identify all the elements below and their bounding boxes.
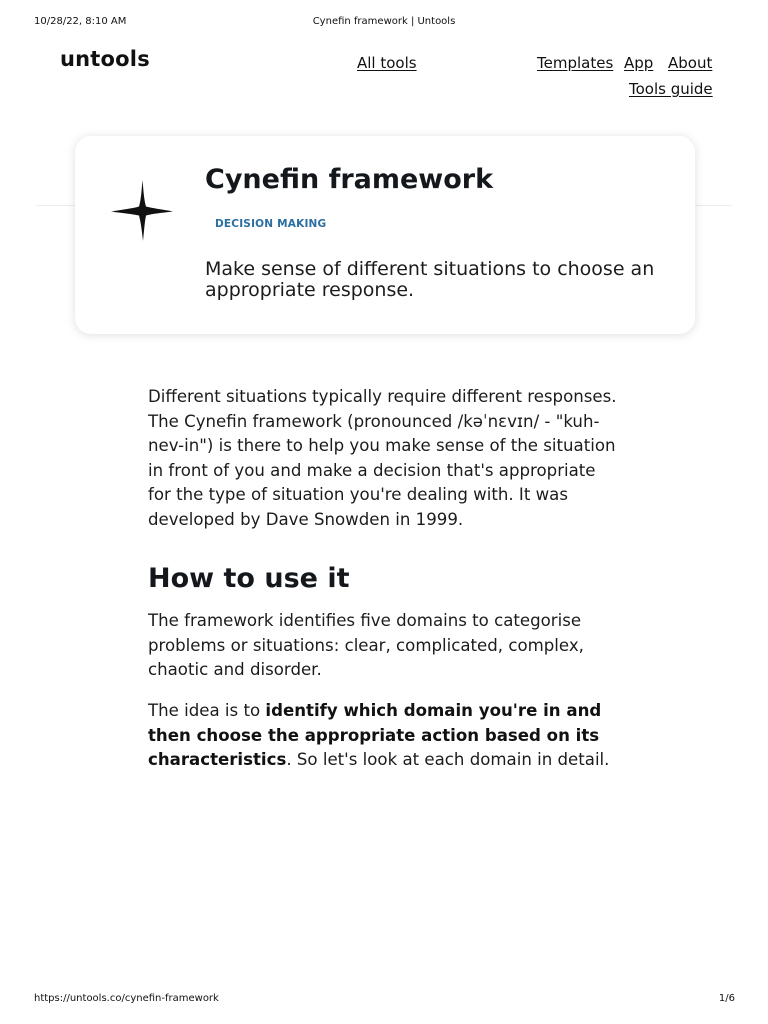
- nav-about[interactable]: About: [668, 54, 713, 72]
- idea-suffix: . So let's look at each domain in detail.: [286, 750, 610, 769]
- print-header: [0, 16, 768, 30]
- nav-all-tools[interactable]: All tools: [357, 54, 417, 72]
- idea-paragraph: [148, 699, 623, 773]
- nav-templates[interactable]: Templates: [537, 54, 614, 72]
- print-page-number: 1/6: [718, 993, 735, 1004]
- cynefin-cross-icon: [107, 176, 177, 246]
- idea-prefix: The idea is to: [148, 701, 266, 720]
- tool-header-card: [75, 136, 695, 334]
- print-datetime: 10/28/22, 8:10 AM: [34, 16, 127, 27]
- print-url: https://untools.co/cynefin-framework: [34, 993, 219, 1004]
- category-tag[interactable]: DECISION MAKING: [215, 218, 327, 230]
- section-heading-how-to-use: How to use it: [148, 563, 350, 594]
- domains-paragraph: The framework identifies five domains to categorise problems or situations: clear, complicated, complex, chaotic and disorder.: [148, 611, 584, 679]
- idea-emphasis: identify which domain you're in and then choose the appropriate action based on its characteristics: [148, 701, 602, 769]
- tool-description: Make sense of different situations to choose an appropriate response.: [205, 258, 655, 301]
- site-logo[interactable]: untools: [60, 47, 150, 71]
- intro-paragraph: Different situations typically require different responses. The Cynefin framework (pronounced /kəˈnɛvɪn/ - "kuh-nev-in") is there to help you make sense of the situation in front of you and make a decision that's appropriate for the type of situation you're dealing with. It was developed by Dave Snowden in 1999.: [148, 387, 617, 529]
- nav-tools-guide[interactable]: Tools guide: [629, 80, 713, 98]
- nav-app[interactable]: App: [624, 54, 654, 72]
- page-title: Cynefin framework: [205, 164, 494, 195]
- print-page-title: Cynefin framework | Untools: [312, 16, 456, 27]
- print-footer: [0, 993, 768, 1007]
